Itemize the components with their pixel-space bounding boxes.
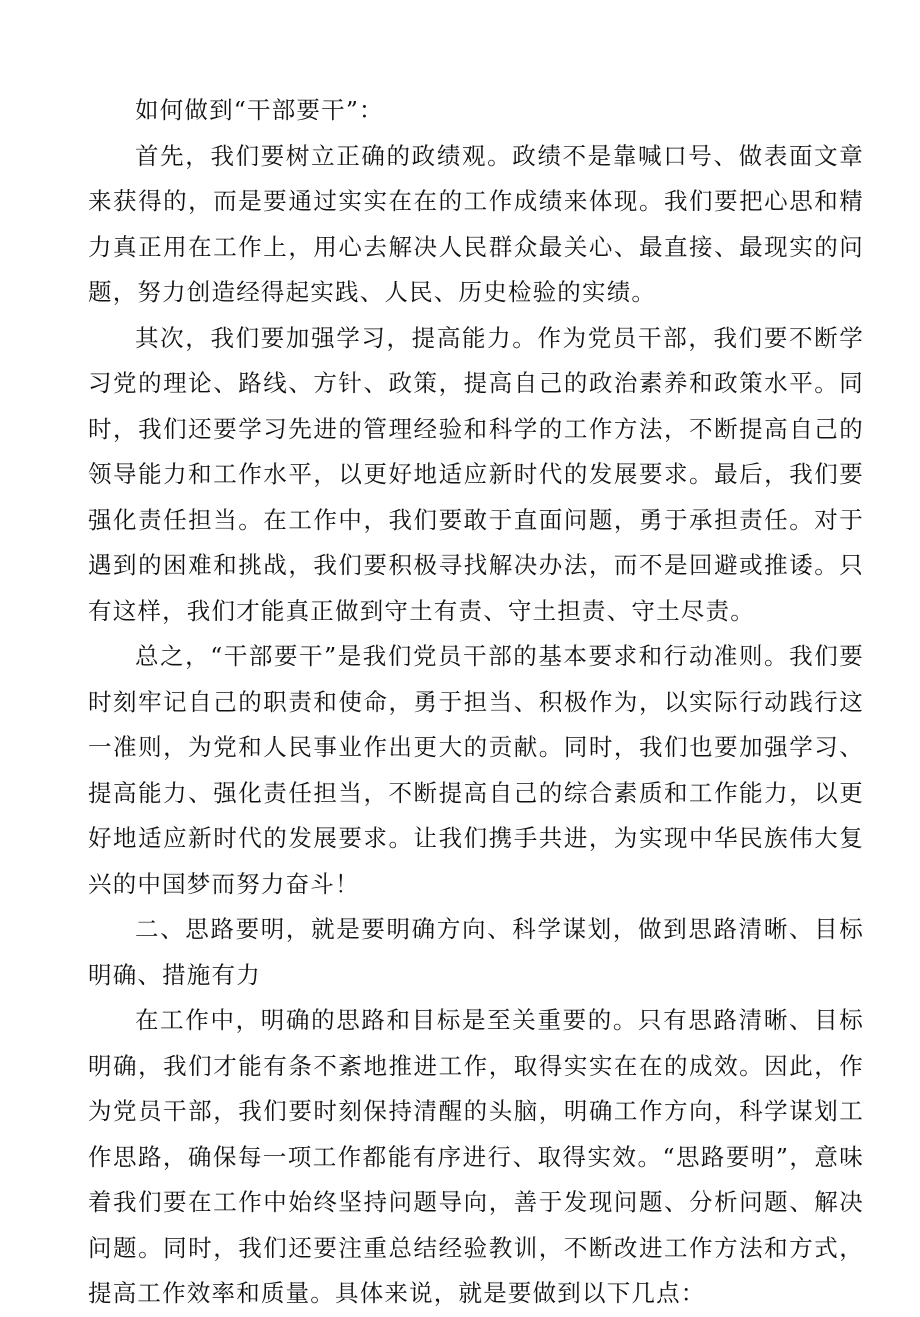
document-body <box>88 88 864 1317</box>
paragraph-heading-how-to: 如何做到“干部要干”： <box>135 96 384 124</box>
paragraph-in-summary: 总之，“干部要干”是我们党员干部的基本要求和行动准则。我们要时刻牢记自己的职责和使命，勇于担当、积极作为，以实际行动践行这一准则，为党和人民事业作出更大的贡献。同时，我们也要加强学习、提高能力、强化责任担当，不断提高自己的综合素质和工作能力，以更好地适应新时代的发展要求。让我们携手共进，为实现中华民族伟大复兴的中国梦而努力奋斗！ <box>88 642 864 898</box>
paragraph-at-work: 在工作中，明确的思路和目标是至关重要的。只有思路清晰、目标明确，我们才能有条不紊地推进工作，取得实实在在的成效。因此，作为党员干部，我们要时刻保持清醒的头脑，明确工作方向，科学谋划工作思路，确保每一项工作都能有序进行、取得实效。“思路要明”，意味着我们要在工作中始终坚持问题导向，善于发现问题、分析问题、解决问题。同时，我们还要注重总结经验教训，不断改进工作方法和方式，提高工作效率和质量。具体来说，就是要做到以下几点： <box>88 1006 864 1307</box>
paragraph-firstly: 首先，我们要树立正确的政绩观。政绩不是靠喊口号、做表面文章来获得的，而是要通过实实在在的工作成绩来体现。我们要把心思和精力真正用在工作上，用心去解决人民群众最关心、最直接、最现实的问题，努力创造经得起实践、人民、历史检验的实绩。 <box>88 141 864 306</box>
paragraph-secondly: 其次，我们要加强学习，提高能力。作为党员干部，我们要不断学习党的理论、路线、方针、政策，提高自己的政治素养和政策水平。同时，我们还要学习先进的管理经验和科学的工作方法，不断提高自己的领导能力和工作水平，以更好地适应新时代的发展要求。最后，我们要强化责任担当。在工作中，我们要敢于直面问题，勇于承担责任。对于遇到的困难和挑战，我们要积极寻找解决办法，而不是回避或推诿。只有这样，我们才能真正做到守土有责、守土担责、守土尽责。 <box>88 323 864 625</box>
section-heading-clear-thinking: 二、思路要明，就是要明确方向、科学谋划，做到思路清晰、目标明确、措施有力 <box>88 915 864 989</box>
